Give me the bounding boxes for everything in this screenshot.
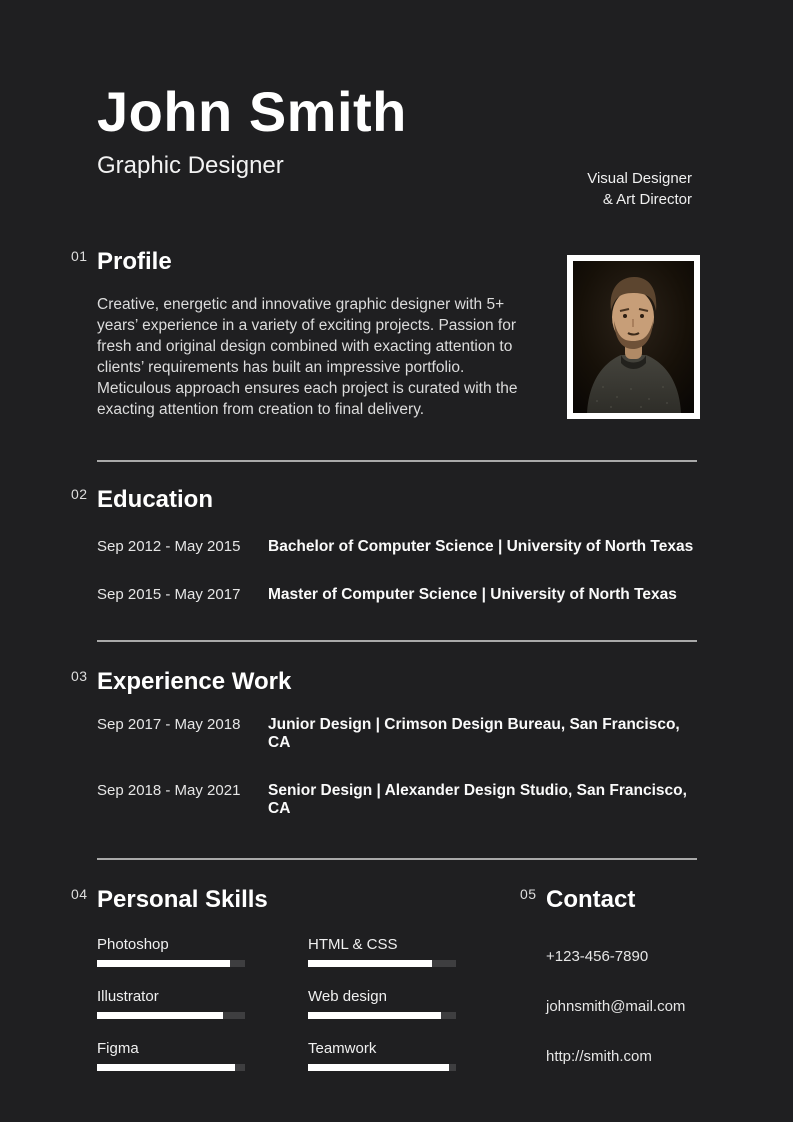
section-number: 02: [71, 486, 88, 502]
skills-columns: [97, 936, 520, 1092]
experience-row: [97, 716, 697, 752]
bottom-columns: [71, 886, 697, 1098]
experience-heading-label: Experience Work: [97, 668, 292, 695]
portrait-photo-illustration: [573, 261, 694, 413]
education-row: [97, 538, 697, 556]
skill-item: [97, 1040, 245, 1071]
skill-bar-fill: [308, 960, 432, 967]
section-number: 03: [71, 668, 88, 684]
skills-column-left: [97, 936, 245, 1092]
education-rows: [97, 538, 697, 604]
profile-paragraph: Creative, energetic and innovative graphic designer with 5+ years’ experience in a variety of exciting projects. Passion for fresh and original design combined with exacting attention to clients’ requirements has built an impressive portfolio. Meticulous approach ensures each project is curated with the exacting attention from creation to final delivery.: [97, 296, 518, 418]
skills-column-right: [308, 936, 456, 1092]
skills-heading-label: Personal Skills: [97, 886, 268, 913]
portrait-photo: [567, 255, 700, 419]
experience-heading: [71, 668, 292, 696]
experience-row: [97, 782, 697, 818]
skill-label: Illustrator: [97, 988, 159, 1005]
experience-detail: Senior Design | Alexander Design Studio, San Francisco, CA: [268, 782, 687, 817]
contact-heading-label: Contact: [546, 886, 636, 913]
education-heading: [71, 486, 214, 514]
section-number: 01: [71, 248, 88, 264]
skill-bar-fill: [308, 1012, 441, 1019]
section-education: [71, 486, 697, 604]
tagline: [587, 168, 692, 210]
contact-phone: +123-456-7890: [546, 948, 649, 965]
contact-website: http://smith.com: [546, 1048, 652, 1065]
skill-bar-track: [97, 960, 245, 967]
section-number: 05: [520, 886, 537, 902]
skill-item: [308, 936, 456, 967]
education-heading-label: Education: [97, 486, 214, 513]
skill-bar-track: [97, 1012, 245, 1019]
education-date: Sep 2012 - May 2015: [97, 538, 241, 555]
skill-label: Photoshop: [97, 936, 169, 953]
skill-item: [97, 936, 245, 967]
skill-bar-track: [308, 1012, 456, 1019]
education-date: Sep 2015 - May 2017: [97, 586, 241, 603]
section-experience: [71, 668, 697, 818]
contact-heading: [520, 886, 636, 914]
skill-bar-track: [308, 960, 456, 967]
skill-label: Teamwork: [308, 1040, 377, 1057]
skill-item: [97, 988, 245, 1019]
skill-bar-fill: [308, 1064, 449, 1071]
tagline-line-2: & Art Director: [602, 191, 692, 208]
skill-item: [308, 988, 456, 1019]
tagline-line-1: Visual Designer: [587, 170, 692, 187]
person-job-title: Graphic Designer: [97, 152, 284, 179]
section-personal-skills: [71, 886, 520, 1098]
skill-bar-fill: [97, 960, 230, 967]
section-number: 04: [71, 886, 88, 902]
education-detail: Bachelor of Computer Science | University of North Texas: [268, 538, 694, 555]
profile-heading: [71, 248, 172, 276]
education-detail: Master of Computer Science | University of North Texas: [268, 586, 677, 603]
experience-detail: Junior Design | Crimson Design Bureau, San Francisco, CA: [268, 716, 680, 751]
education-row: [97, 586, 697, 604]
experience-rows: [97, 716, 697, 818]
person-name: John Smith: [97, 80, 407, 143]
contact-items: [546, 948, 697, 1066]
skill-label: Web design: [308, 988, 387, 1005]
experience-date: Sep 2018 - May 2021: [97, 782, 241, 799]
section-divider: [97, 460, 697, 462]
section-divider: [97, 640, 697, 642]
skill-label: Figma: [97, 1040, 139, 1057]
contact-email: johnsmith@mail.com: [546, 998, 686, 1015]
skill-label: HTML & CSS: [308, 936, 398, 953]
skill-bar-fill: [97, 1012, 223, 1019]
skill-bar-fill: [97, 1064, 235, 1071]
experience-date: Sep 2017 - May 2018: [97, 716, 241, 733]
skill-item: [308, 1040, 456, 1071]
skill-bar-track: [97, 1064, 245, 1071]
skill-bar-track: [308, 1064, 456, 1071]
skills-heading: [71, 886, 268, 914]
section-contact: [520, 886, 697, 1098]
profile-heading-label: Profile: [97, 248, 172, 275]
section-divider: [97, 858, 697, 860]
